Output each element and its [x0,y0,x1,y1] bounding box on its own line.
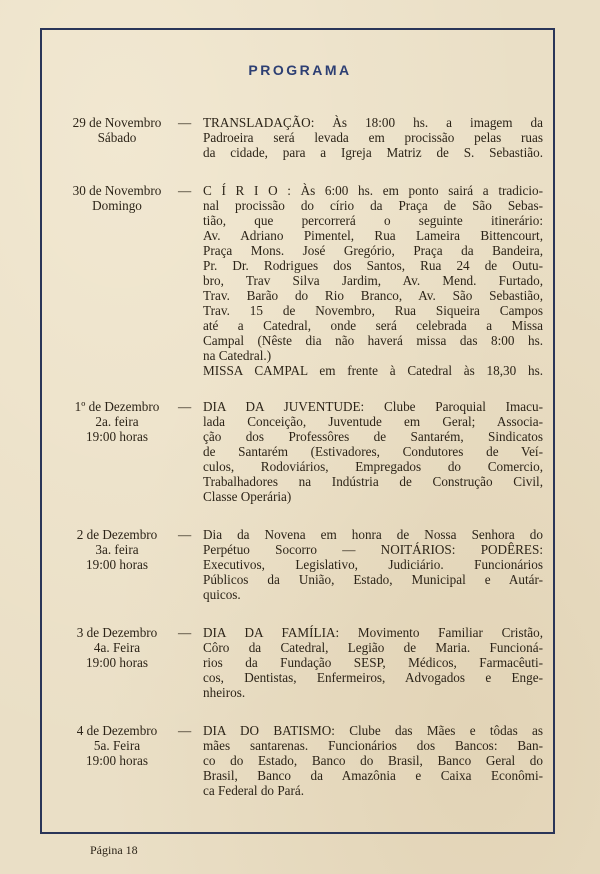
desc-line: TRANSLADAÇÃO: Às 18:00 hs. a imagem da [203,115,543,130]
date-line: Sábado [97,130,137,145]
date-line: 2a. feira [95,414,139,429]
date-line: 29 de Novembro [72,115,162,130]
desc-line: Perpétuo Socorro — NOITÁRIOS: PODÊRES: [203,542,543,557]
entry-description [203,527,543,602]
desc-line: Padroeira será levada em procissão pelas ruas [203,130,543,145]
desc-line: nal procissão do círio da Praça de São Sebas- [203,198,543,213]
date-line: 2 de Dezembro [76,527,158,542]
entry-date [57,723,177,768]
page-title: PROGRAMA [248,62,352,78]
date-line: 4a. Feira [93,640,141,655]
date-line: 19:00 horas [86,429,148,444]
desc-line: cos, Dentistas, Enfermeiros, Advogados e Enge- [203,670,543,685]
desc-line: DIA DA JUVENTUDE: Clube Paroquial Imacu- [203,399,543,414]
desc-line: C Í R I O : Às 6:00 hs. em ponto sairá a tradicio- [203,183,543,198]
date-line: 19:00 horas [86,753,148,768]
desc-line: ção dos Professôres de Santarém, Sindicatos [203,429,543,444]
desc-line: de Santarém (Estivadores, Condutores de Veí- [203,444,543,459]
desc-line: tião, que percorrerá o seguinte itinerário: [203,213,543,228]
entry-dash: — [178,115,192,130]
desc-line: Praça Mons. José Gregório, Praça da Bandeira, [203,243,543,258]
desc-line: Públicos da União, Estado, Municipal e Autár- [203,572,543,587]
date-line: Domingo [92,198,142,213]
desc-line: mães santarenas. Funcionários dos Bancos: Ban- [203,738,543,753]
date-line: 3 de Dezembro [76,625,158,640]
date-line: 1º de Dezembro [74,399,160,414]
desc-line: na Catedral.) [203,348,272,363]
desc-line: Brasil, Banco da Amazônia e Caixa Econômi- [203,768,543,783]
desc-line: Executivos, Legislativo, Judiciário. Funcionários [203,557,543,572]
entry-dash: — [178,183,192,198]
desc-line: DIA DA FAMÍLIA: Movimento Familiar Cristão, [203,625,543,640]
entry-dash: — [178,625,192,640]
desc-line: Trav. 15 de Novembro, Rua Siqueira Campos [203,303,543,318]
entry-description [203,625,543,700]
desc-line: Trav. Barão do Rio Branco, Av. São Sebastião, [203,288,543,303]
desc-line: Campal (Nêste dia não haverá missa das 8:00 hs. [203,333,543,348]
desc-line: da cidade, para a Igreja Matriz de S. Sebastião. [203,145,543,160]
desc-line: Côro da Catedral, Legião de Maria. Funcioná- [203,640,543,655]
entry-description [203,399,543,504]
date-line: 19:00 horas [86,655,148,670]
desc-line: rios da Fundação SESP, Médicos, Farmacêuti- [203,655,543,670]
entry-description [203,723,543,798]
date-line: 30 de Novembro [72,183,162,198]
date-line: 4 de Dezembro [76,723,158,738]
desc-line: Pr. Dr. Rodrigues dos Santos, Rua 24 de Outu- [203,258,543,273]
entry-dash: — [178,723,192,738]
page-number: Página 18 [90,843,138,857]
desc-line: lada Conceição, Juventude em Geral; Associa- [203,414,543,429]
desc-line: quicos. [203,587,241,602]
entry-description [203,115,543,160]
date-line: 5a. Feira [93,738,141,753]
entry-date [57,527,177,572]
desc-line: DIA DO BATISMO: Clube das Mães e tôdas as [203,723,543,738]
entry-date [57,115,177,145]
desc-line: Trabalhadores na Indústria de Construção Civil, [203,474,543,489]
entry-date [57,183,177,213]
desc-line: MISSA CAMPAL em frente à Catedral às 18,30 hs. [203,363,543,378]
desc-line: bro, Trav Silva Jardim, Av. Mend. Furtado, [203,273,543,288]
entry-description [203,183,543,378]
desc-line: co do Estado, Banco do Brasil, Banco Geral do [203,753,543,768]
desc-line: ca Federal do Pará. [203,783,305,798]
desc-line: culos, Rodoviários, Empregados do Comercio, [203,459,543,474]
desc-line: Classe Operária) [203,489,292,504]
desc-line: até a Catedral, onde será celebrada a Missa [203,318,543,333]
desc-line: Dia da Novena em honra de Nossa Senhora do [203,527,543,542]
desc-line: Av. Adriano Pimentel, Rua Lameira Bittencourt, [203,228,543,243]
entry-dash: — [178,399,192,414]
date-line: 3a. feira [95,542,139,557]
desc-line: nheiros. [203,685,246,700]
date-line: 19:00 horas [86,557,148,572]
entry-dash: — [178,527,192,542]
entry-date [57,399,177,444]
entry-date [57,625,177,670]
